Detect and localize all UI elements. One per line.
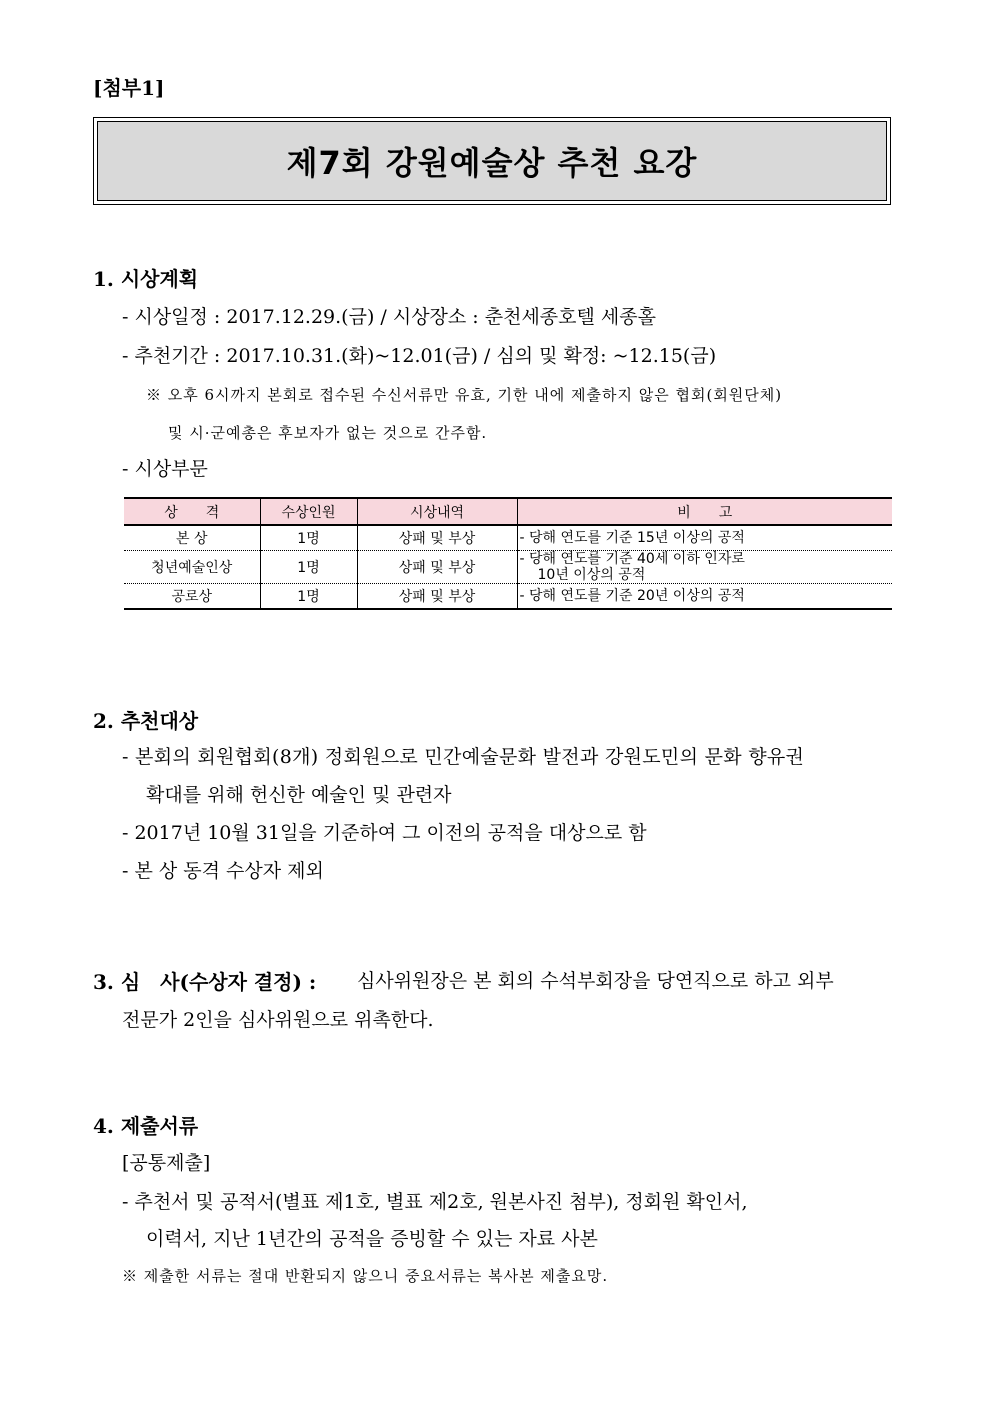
section3-heading: 3. 심 사(수상자 결정) : [93, 970, 317, 994]
cell-remark [517, 525, 892, 551]
cell-count: 1명 [260, 584, 357, 610]
cell-count: 1명 [260, 525, 357, 551]
deadline-note-line1: ※ 오후 6시까지 본회로 접수된 수신서류만 유효, 기한 내에 제출하지 않은 협회(회원단체) [146, 386, 783, 404]
table-header-row [124, 498, 892, 525]
cell-name: 공로상 [124, 584, 260, 610]
cell-remark [517, 551, 892, 584]
cell-remark [517, 584, 892, 610]
table-row [124, 584, 892, 610]
title-inner [97, 121, 887, 201]
target-item3: - 본 상 동격 수상자 제외 [122, 860, 324, 882]
table-row [124, 525, 892, 551]
award-schedule: - 시상일정 : 2017.12.29.(금) / 시상장소 : 춘천세종호텔 세종홀 [122, 306, 656, 328]
header-prize: 시상내역 [357, 498, 517, 525]
target-item2: - 2017년 10월 31일을 기준하여 그 이전의 공적을 대상으로 함 [122, 822, 647, 844]
section1-heading: 1. 시상계획 [93, 267, 199, 291]
award-category-label: - 시상부문 [122, 458, 208, 480]
cell-prize: 상패 및 부상 [357, 525, 517, 551]
section4-heading: 4. 제출서류 [93, 1114, 199, 1138]
remark-text-cont: 10년 이상의 공적 [537, 567, 646, 583]
deadline-note-line2: 및 시·군예총은 후보자가 없는 것으로 간주함. [168, 424, 488, 442]
review-text-line2: 전문가 2인을 심사위원으로 위촉한다. [122, 1009, 434, 1031]
award-table [124, 497, 892, 610]
cell-prize: 상패 및 부상 [357, 584, 517, 610]
target-item1-line1: - 본회의 회원협회(8개) 정회원으로 민간예술문화 발전과 강원도민의 문화 향유권 [122, 746, 805, 768]
header-grade: 상 격 [124, 498, 260, 525]
target-item1-line2: 확대를 위해 헌신한 예술인 및 관련자 [146, 784, 452, 806]
cell-count: 1명 [260, 551, 357, 584]
remark-text: - 당해 연도를 기준 20년 이상의 공적 [519, 588, 745, 604]
attachment-label: [첨부1] [93, 76, 165, 100]
table-row [124, 551, 892, 584]
header-remark: 비 고 [517, 498, 892, 525]
remark-text: - 당해 연도를 기준 40세 이하 인자로 [519, 551, 745, 567]
page-title: 제7회 강원예술상 추천 요강 [286, 144, 698, 182]
documents-note: ※ 제출한 서류는 절대 반환되지 않으니 중요서류는 복사본 제출요망. [122, 1267, 609, 1285]
common-submission-label: [공통제출] [122, 1152, 211, 1174]
remark-text: - 당해 연도를 기준 15년 이상의 공적 [519, 530, 745, 546]
title-box [93, 117, 891, 205]
cell-prize: 상패 및 부상 [357, 551, 517, 584]
header-count: 수상인원 [260, 498, 357, 525]
documents-line2: 이력서, 지난 1년간의 공적을 증빙할 수 있는 자료 사본 [146, 1228, 598, 1250]
cell-name: 본 상 [124, 525, 260, 551]
documents-line1: - 추천서 및 공적서(별표 제1호, 별표 제2호, 원본사진 첨부), 정회원 확인서, [122, 1191, 748, 1213]
review-text-line1: 심사위원장은 본 회의 수석부회장을 당연직으로 하고 외부 [357, 970, 834, 992]
section2-heading: 2. 추천대상 [93, 709, 199, 733]
cell-name: 청년예술인상 [124, 551, 260, 584]
nomination-period: - 추천기간 : 2017.10.31.(화)~12.01(금) / 심의 및 확정: ~12.15(금) [122, 345, 717, 367]
